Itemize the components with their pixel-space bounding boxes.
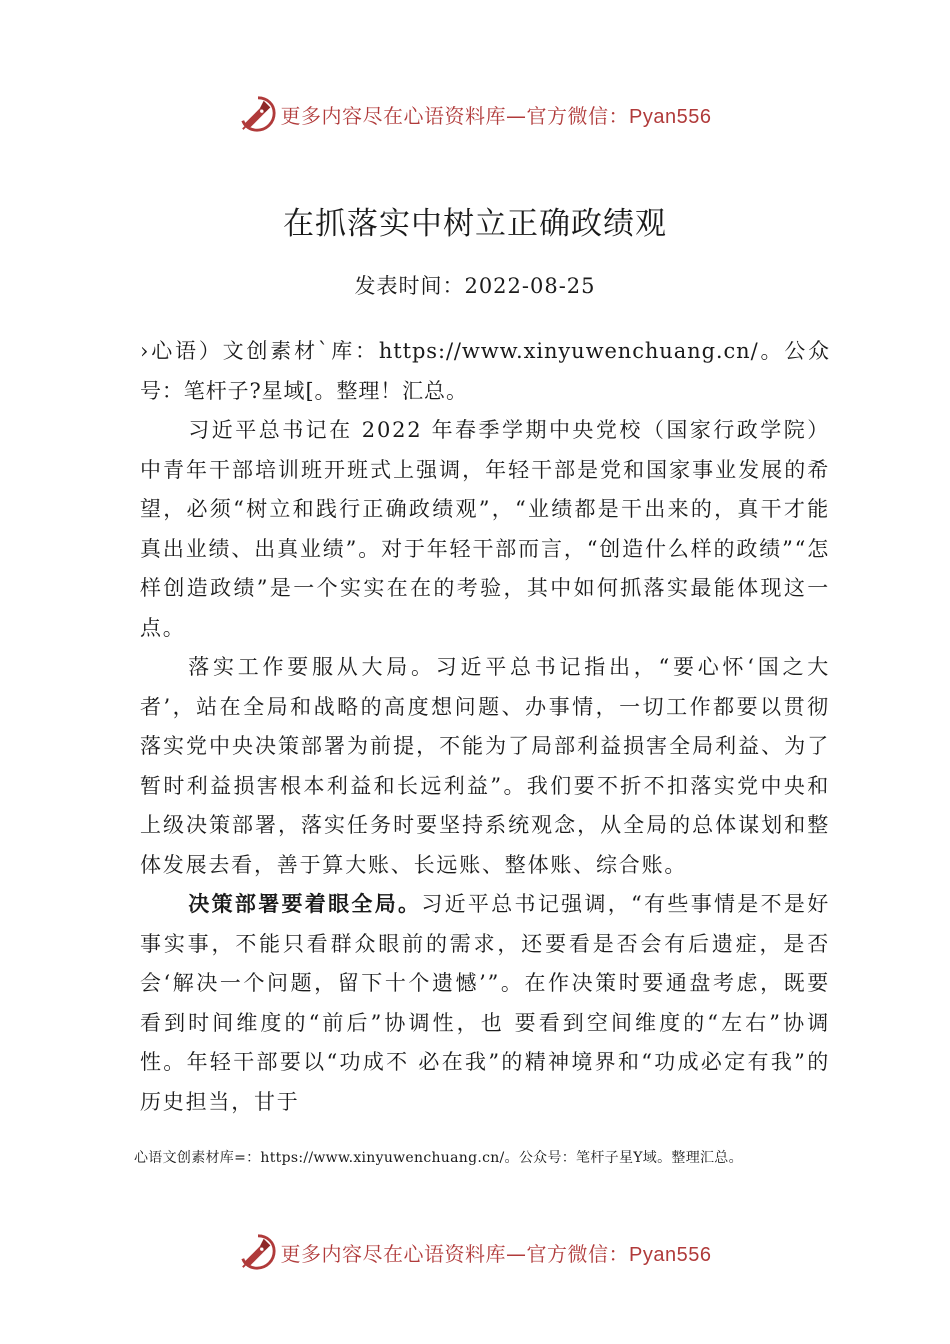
pen-nib-logo-icon	[239, 95, 277, 133]
publish-time	[0, 270, 950, 300]
pen-nib-logo-icon	[239, 1233, 277, 1271]
article-title: 在抓落实中树立正确政绩观	[283, 206, 667, 242]
banner-text: 更多内容尽在心语资料库—官方微信：Pyan556	[280, 1241, 712, 1266]
publish-date: 2022-08-25	[464, 274, 596, 298]
footer-banner	[0, 1230, 950, 1274]
wechat-id: Pyan556	[629, 1243, 712, 1266]
paragraph-3-body: 习近平总书记强调，“有些事情是不是好事实事，不能只看群众眼前的需求，还要看是否会有后遗症，是否会‘解决一个问题，留下十个遗憾’”。在作决策时要通盘考虑，既要看到时间维度的“前后”协调性，也 要看到空间维度的“左右”协调性。年轻干部要以“功成不 必在我”的精神境界和“功成必定有我”的历史担当，甘于	[140, 892, 831, 1114]
banner-text: 更多内容尽在心语资料库—官方微信：Pyan556	[280, 103, 712, 128]
paragraph-1: 习近平总书记在 2022 年春季学期中央党校（国家行政学院）中青年干部培训班开班式上强调，年轻干部是党和国家事业发展的希望，必须“树立和践行正确政绩观”，“业绩都是干出来的，真干才能真出业绩、出真业绩”。对于年轻干部而言，“创造什么样的政绩”“怎样创造政绩”是一个实实在在的考验，其中如何抓落实最能体现这一点。	[140, 418, 830, 640]
paragraph-3	[140, 885, 830, 1122]
source-line: ›心语）文创素材`库：https://www.xinyuwenchuang.cn/。公众号：笔杆子?星域[。整理！汇总。	[140, 339, 830, 403]
paragraph-3-lead: 决策部署要着眼全局。	[188, 892, 422, 916]
article-body	[140, 332, 830, 1122]
header-banner	[0, 92, 950, 136]
footnote: 心语文创素材库=：https://www.xinyuwenchuang.cn/。公众号：笔杆子星Y域。整理汇总。	[134, 1150, 743, 1166]
paragraph-2: 落实工作要服从大局。习近平总书记指出，“要心怀‘国之大者’，站在全局和战略的高度想问题、办事情，一切工作都要以贯彻落实党中央决策部署为前提，不能为了局部利益损害全局利益、为了暂时利益损害根本利益和长远利益”。我们要不折不扣落实党中央和上级决策部署，落实任务时要坚持系统观念，从全局的总体谋划和整体发展去看，善于算大账、长远账、整体账、综合账。	[140, 655, 830, 877]
wechat-id: Pyan556	[629, 105, 712, 128]
publish-label: 发表时间：	[354, 274, 465, 298]
